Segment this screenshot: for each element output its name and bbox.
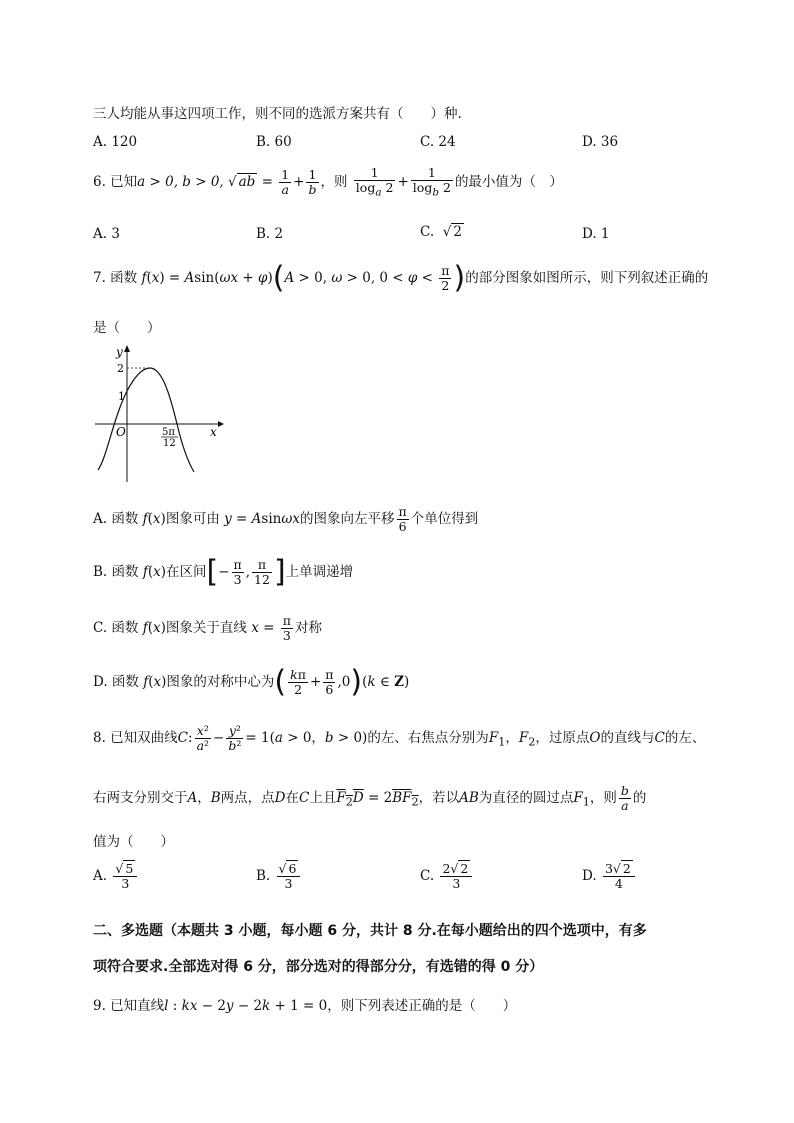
origin-label: O [116, 425, 126, 439]
q7-stem: 7. 函数 f(x) = Asin(ωx + φ)(A > 0, ω > 0, 0 < φ < $\frac{\pi}{2}$ )的部分图象如图所示，则下列叙述正确的 [93, 260, 709, 296]
q6-option-d: D. 1 [582, 226, 610, 242]
q8-stem-line1: 8. 已知双曲线C: $\frac{\text{x²}}{\text{a²}}$ − $\frac{\text{y²}}{\text{b²}}$ = 1(a > 0，b > 0)的左、右焦点分别为$F_1$，$F_2$，过原点O的直线与C的左、 [93, 723, 706, 753]
y-axis-arrow [124, 345, 130, 352]
y-axis-label: y [116, 345, 123, 359]
q6-option-a: A. 3 [93, 226, 120, 242]
q7-sine-graph [90, 340, 230, 485]
q7-option-b: B. 函数 f(x)在区间[− $\frac{\pi}{3}$ , $\frac{\pi}{12}$ ]上单调递增 [93, 554, 354, 590]
x-axis-arrow [218, 421, 224, 427]
q6-stem: 6. 已知a > 0, b > 0, √ ab = $\frac{1}{a}$ + $\frac{1}{b}$ ，则 $\frac{1}{\log_a 2}$ + $\frac{1}{\log_b 2}$ 的最小值为（ ） [93, 165, 563, 199]
q8-stem-line2: 右两支分别交于A，B两点，点D在C上且$F_2D = 2BF_2$，若以AB为直径的圆过点$F_1$，则 $\frac{b}{a}$ 的 [93, 783, 647, 813]
q7-stem-line2: 是（ ） [93, 320, 161, 336]
q8-option-d: D. $\frac{3√ 2}{4}$ [582, 862, 637, 891]
q8-option-c: C. $\frac{2√ 2}{3}$ [420, 862, 474, 891]
x-tick-denominator: 12 [163, 438, 176, 449]
q5-stem-tail: 三人均能从事这四项工作，则不同的选派方案共有（ ）种. [93, 106, 462, 122]
x-axis-label: x [210, 425, 217, 439]
q6-option-c: C. √ 2 [420, 224, 462, 240]
q7-option-c: C. 函数 f(x)图象关于直线 x = $\frac{\pi}{3}$ 对称 [93, 613, 322, 643]
q8-option-b: B. $\frac{√ 6}{3}$ [256, 862, 302, 891]
q5-option-d: D. 36 [582, 134, 619, 150]
q8-stem-line3: 值为（ ） [93, 834, 174, 850]
q6-option-b: B. 2 [256, 226, 284, 242]
q7-option-a: A. 函数 f(x)图象可由 y = Asinωx的图象向左平移 $\frac{\pi}{6}$ 个单位得到 [93, 504, 479, 534]
y-tick-1: 1 [118, 390, 125, 403]
y-tick-2: 2 [117, 362, 124, 375]
section2-heading-line2: 项符合要求.全部选对得 6 分，部分选对的得部分分，有选错的得 0 分） [93, 959, 544, 975]
sine-curve [98, 368, 194, 472]
q9-stem: 9. 已知直线l : kx − 2y − 2k + 1 = 0，则下列表述正确的是（ ） [93, 998, 517, 1014]
q5-option-c: C. 24 [420, 134, 456, 150]
q5-option-b: B. 60 [256, 134, 292, 150]
x-tick-numerator: 5π [162, 427, 175, 438]
q7-option-d: D. 函数 f(x)图象的对称中心为( $\frac{k\pi}{2}$ + $\frac{\pi}{6}$ ,0)(k ∈ Z) [93, 664, 410, 700]
q8-option-a: A. $\frac{√ 5}{3}$ [93, 862, 139, 891]
q5-option-a: A. 120 [93, 134, 138, 150]
section2-heading-line1: 二、多选题（本题共 3 小题，每小题 6 分，共计 8 分.在每小题给出的四个选项中，有多 [93, 923, 647, 939]
